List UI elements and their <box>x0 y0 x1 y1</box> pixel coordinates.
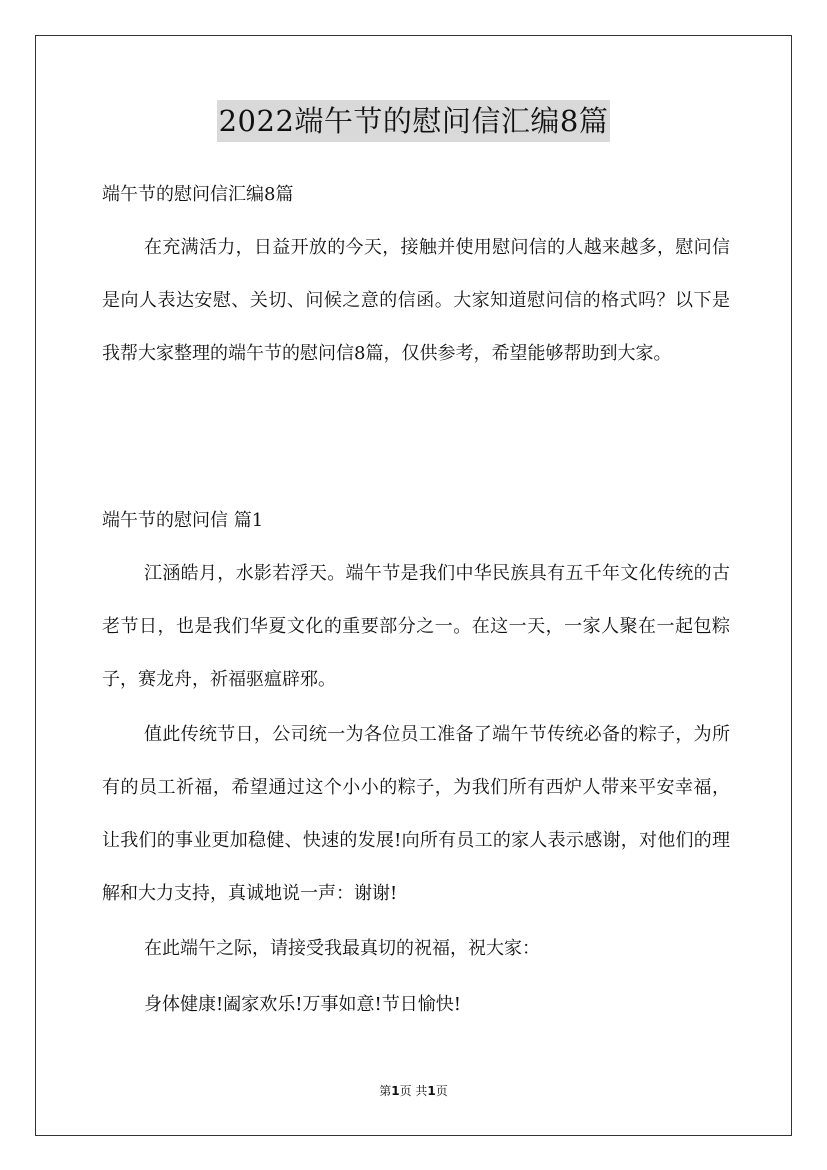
footer-page-mid: 页 共 <box>399 1084 428 1098</box>
title-container <box>0 100 827 142</box>
paragraph-4: 身体健康!阖家欢乐!万事如意!节日愉快! <box>144 994 461 1015</box>
paragraph-2: 值此传统节日，公司统一为各位员工准备了端午节传统必备的粽子，为所有的员工祈福，希望通过这个小小的粽子，为我们所有西炉人带来平安幸福，让我们的事业更加稳健、快速的发展!向所有员工的家人表示感谢，对他们的理解和大力支持，真诚地说一声：谢谢! <box>102 724 730 904</box>
footer-page-total: 1 <box>427 1084 436 1098</box>
document-title: 2022端午节的慰问信汇编8篇 <box>217 100 611 142</box>
footer-page-suffix: 页 <box>435 1084 448 1098</box>
paragraph-1: 江涵皓月，水影若浮天。端午节是我们中华民族具有五千年文化传统的古老节日，也是我们华夏文化的重要部分之一。在这一天，一家人聚在一起包粽子，赛龙舟，祈福驱瘟辟邪。 <box>102 563 730 690</box>
footer-page-prefix: 第 <box>379 1084 392 1098</box>
intro-paragraph: 在充满活力，日益开放的今天，接触并使用慰问信的人越来越多，慰问信是向人表达安慰、关切、问候之意的信函。大家知道慰问信的格式吗？以下是我帮大家整理的端午节的慰问信8篇，仅供参考，希望能够帮助到大家。 <box>102 237 730 364</box>
footer-page-number: 1 <box>391 1084 400 1098</box>
page-footer <box>0 1082 827 1099</box>
section-heading: 端午节的慰问信 篇1 <box>102 510 264 531</box>
document-subtitle: 端午节的慰问信汇编8篇 <box>102 184 294 205</box>
paragraph-3: 在此端午之际，请接受我最真切的祝福，祝大家： <box>144 938 540 959</box>
